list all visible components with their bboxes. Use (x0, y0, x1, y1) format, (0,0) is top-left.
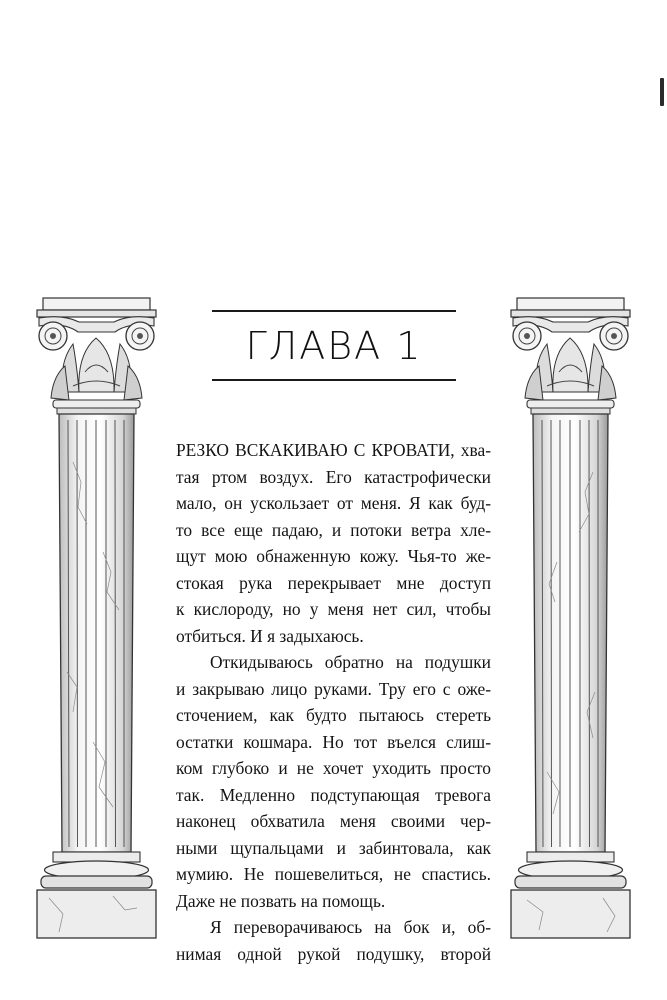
left-column-illustration (33, 292, 160, 940)
text-line: Откидываюсь обратно на подушки (210, 652, 491, 672)
text-line: щут мою обнаженную кожу. Чья-то же- (176, 546, 491, 566)
right-column-illustration (507, 292, 634, 940)
text-line: к кислороду, но у меня нет сил, чтобы (176, 599, 491, 619)
text-line: так. Медленно подступающая тревога (176, 784, 491, 805)
page-edge-mark (660, 78, 664, 106)
text-line: Даже не позвать на помощь. (176, 890, 386, 911)
text-line: наконец обхватила меня своими чер- (176, 811, 491, 831)
text-line: то все еще падаю, и потоки ветра хле- (176, 519, 491, 540)
text-line: ком глубоко и не хочет уходить просто (176, 758, 491, 778)
text-line: и закрываю лицо руками. Тру его с оже- (176, 678, 491, 699)
chapter-heading (212, 308, 456, 384)
text-line: мумию. Не пошевелиться, не спастись. (176, 864, 491, 884)
text-line: РЕЗКО ВСКАКИВАЮ С КРОВАТИ, хва- (176, 440, 491, 460)
text-line: отбиться. И я задыхаюсь. (176, 625, 364, 646)
text-line: остатки кошмара. Но тот въелся слиш- (176, 731, 491, 752)
text-line: нимая одной рукой подушку, второй (176, 943, 491, 964)
text-line: тая ртом воздух. Его катастрофически (176, 466, 491, 487)
text-line: стокая рука перекрывает мне доступ (176, 572, 491, 593)
chapter-title: ГЛАВА 1 (245, 324, 423, 368)
text-line: сточением, как будто пытаюсь стереть (176, 705, 491, 725)
chapter-rule-bottom (212, 379, 456, 381)
chapter-body-text (176, 437, 491, 967)
text-line: ными щупальцами и забинтовала, как (176, 837, 491, 858)
text-line: мало, он ускользает от меня. Я как буд- (176, 493, 491, 513)
chapter-rule-top (212, 310, 456, 312)
text-line: Я переворачиваюсь на бок и, об- (210, 917, 491, 937)
